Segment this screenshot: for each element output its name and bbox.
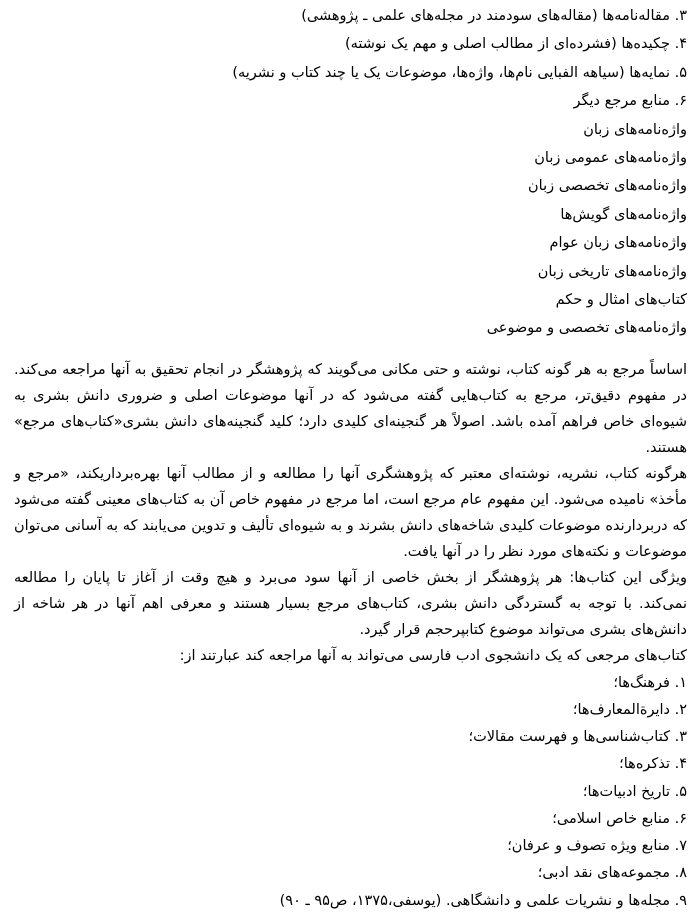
paragraph-characteristics: ویژگی این کتاب‌ها: هر پژوهشگر از بخش خاصی از آنها سود می‌برد و هیچ وقت از آغاز تا پایان را مطالعه نمی‌کند. با توجه به گستردگی دانش بشری، کتاب‌های مرجع بسیار هستند و معرفی اهم آنها در هر شاخه از دانش‌های بشری می‌تواند موضوع کتابپرحجم قرار گیرد. — [14, 569, 687, 638]
list-item: ۳. مقاله‌نامه‌ها (مقاله‌های سودمند در مجله‌های علمی ـ پژوهشی) — [301, 8, 687, 24]
list-item: ۱. فرهنگ‌ها؛ — [613, 674, 687, 691]
list-intro: کتاب‌های مرجعی که یک دانشجوی ادب فارسی می‌تواند به آنها مراجعه کند عبارتند از: — [179, 647, 687, 664]
list-item: واژه‌نامه‌های تخصصی و موضوعی — [486, 320, 687, 337]
list-item: کتاب‌های امثال و حکم — [555, 292, 687, 309]
list-item: ۶. منابع مرجع دیگر — [573, 93, 687, 110]
list-item: واژه‌نامه‌های زبان — [583, 121, 687, 138]
list-item: واژه‌نامه‌های زبان عوام — [549, 235, 687, 252]
list-item: ۵. نمایه‌ها (سیاهه الفبایی نام‌ها، واژه‌ها، موضوعات یک یا چند کتاب و نشریه) — [232, 64, 687, 81]
list-item: واژه‌نامه‌های تاریخی زبان — [537, 263, 687, 280]
list-item: ۳. کتاب‌شناسی‌ها و فهرست مقالات؛ — [468, 729, 687, 746]
paragraph-spacer — [14, 343, 687, 357]
list-item: ۹. مجله‌ها و نشریات علمی و دانشگاهی. (یوسفی،۱۳۷۵، ص۹۵ ـ ۹۰) — [279, 892, 687, 909]
list-item: ۷. منابع ویژه تصوف و عرفان؛ — [507, 838, 687, 855]
list-item: ۵. تاریخ ادبیات‌ها؛ — [582, 783, 687, 800]
list-item: ۴. تذکره‌ها؛ — [619, 756, 687, 773]
paragraph-definition: اساساً مرجع به هر گونه کتاب، نوشته و حتی مکانی می‌گویند که پژوهشگر در انجام تحقیق به آنها مراجعه می‌کند. در مفهوم دقیق‌تر، مرجع به کتاب‌هایی گفته می‌شود که در آنها موضوعات اصلی و ضروری دانش بشری به شیوه‌ای خاص فراهم آمده باشد. اصولاً هر گنجینه‌ای کلیدی دارد؛ کلید گنجینه‌های دانش بشری«کتاب‌های مرجع» هستند. — [14, 361, 687, 456]
list-item: ۸. مجموعه‌های نقد ادبی؛ — [537, 865, 687, 882]
reference-types-list — [14, 2, 687, 343]
list-item: ۴. چکیده‌ها (فشرده‌ای از مطالب اصلی و مهم یک نوشته) — [344, 36, 687, 53]
list-item: واژه‌نامه‌های عمومی زبان — [534, 150, 687, 167]
list-item: واژه‌نامه‌های تخصصی زبان — [528, 178, 687, 195]
list-item: واژه‌نامه‌های گویش‌ها — [560, 206, 687, 223]
list-item: ۶. منابع خاص اسلامی؛ — [552, 810, 687, 827]
list-item: ۲. دایرةالمعارف‌ها؛ — [572, 702, 687, 719]
reference-books-list — [14, 670, 687, 915]
paragraph-general-meaning: هرگونه کتاب، نشریه، نوشته‌ای معتبر که پژوهشگری آنها را مطالعه و از مطالب آنها بهره‌برداریکند، «مرجع و مأخذ» نامیده می‌شود. این مفهوم عام مرجع است، اما مرجع در مفهوم خاص آن به کتاب‌های معینی گفته می‌شود که دربردارنده موضوعات کلیدی شاخه‌های دانش بشرند و به شیوه‌ای تألیف و تدوین می‌یابند که به آسانی می‌توان موضوعات و نکته‌های مورد نظر را در آنها یافت. — [14, 465, 687, 560]
